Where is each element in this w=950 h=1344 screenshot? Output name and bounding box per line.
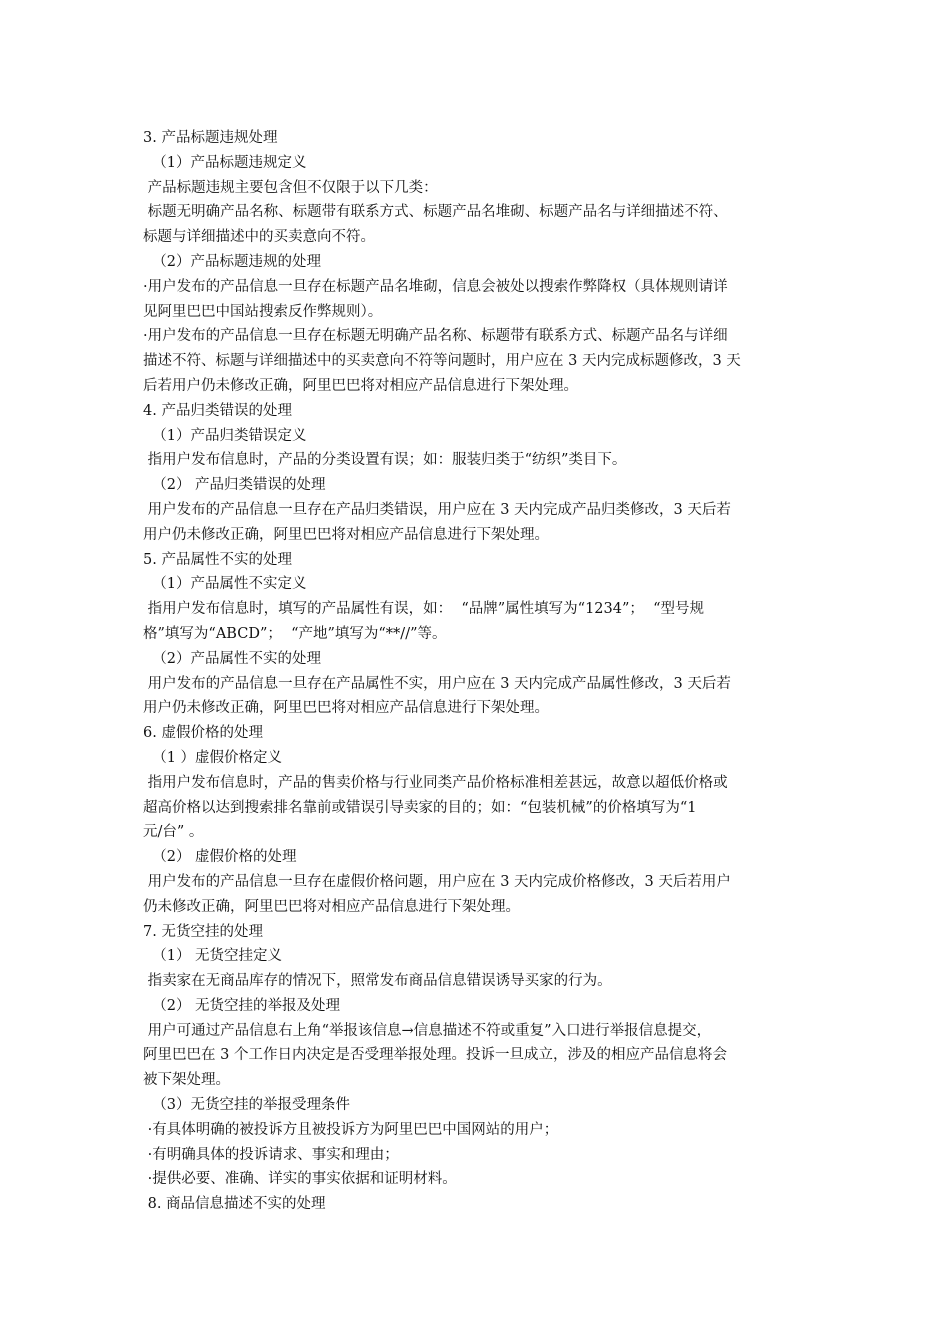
paragraph-line: ·提供必要、准确、详实的事实依据和证明材料。 bbox=[143, 1171, 457, 1188]
paragraph-line: 用户发布的产品信息一旦存在产品归类错误，用户应在 3 天内完成产品归类修改，3 天后若 bbox=[143, 501, 731, 518]
paragraph-line: ·用户发布的产品信息一旦存在标题产品名堆砌，信息会被处以搜索作弊降权（具体规则请详 bbox=[143, 278, 728, 295]
paragraph-line: 标题与详细描述中的买卖意向不符。 bbox=[143, 229, 375, 246]
subsection-heading: （2）产品标题违规的处理 bbox=[143, 253, 321, 270]
subsection-heading: （1）产品标题违规定义 bbox=[143, 154, 307, 171]
paragraph-line: 用户发布的产品信息一旦存在虚假价格问题，用户应在 3 天内完成价格修改，3 天后若用户 bbox=[143, 873, 731, 890]
paragraph-line: 产品标题违规主要包含但不仅限于以下几类： bbox=[143, 179, 438, 196]
paragraph-line: ·有明确具体的投诉请求、事实和理由； bbox=[143, 1146, 399, 1163]
paragraph-line: 见阿里巴巴中国站搜索反作弊规则）。 bbox=[143, 303, 383, 320]
paragraph-line: 仍未修改正确，阿里巴巴将对相应产品信息进行下架处理。 bbox=[143, 898, 520, 915]
paragraph-line: 格”填写为“ABCD”； “产地”填写为“**//”等。 bbox=[143, 625, 447, 642]
subsection-heading: （1）产品归类错误定义 bbox=[143, 427, 307, 444]
paragraph-line: 超高价格以达到搜索排名靠前或错误引导卖家的目的；如：“包装机械”的价格填写为“1 bbox=[143, 799, 697, 816]
section-heading: 4. 产品归类错误的处理 bbox=[143, 402, 292, 419]
paragraph-line: 指用户发布信息时，填写的产品属性有误，如： “品牌”属性填写为“1234”； “型号规 bbox=[143, 601, 705, 618]
paragraph-line: 后若用户仍未修改正确，阿里巴巴将对相应产品信息进行下架处理。 bbox=[143, 377, 578, 394]
paragraph-line: 标题无明确产品名称、标题带有联系方式、标题产品名堆砌、标题产品名与详细描述不符、 bbox=[143, 204, 728, 221]
paragraph-line: 用户仍未修改正确，阿里巴巴将对相应产品信息进行下架处理。 bbox=[143, 700, 549, 717]
paragraph-line: 指卖家在无商品库存的情况下，照常发布商品信息错误诱导买家的行为。 bbox=[143, 973, 612, 990]
paragraph-line: ·有具体明确的被投诉方且被投诉方为阿里巴巴中国网站的用户； bbox=[143, 1121, 559, 1138]
subsection-heading: （1） 无货空挂定义 bbox=[143, 948, 283, 965]
subsection-heading: （2）产品属性不实的处理 bbox=[143, 650, 321, 667]
section-heading: 3. 产品标题违规处理 bbox=[143, 130, 278, 146]
paragraph-line: 用户可通过产品信息右上角“举报该信息→信息描述不符或重复”入口进行举报信息提交， bbox=[143, 1022, 712, 1039]
paragraph-line: 阿里巴巴在 3 个工作日内决定是否受理举报处理。投诉一旦成立，涉及的相应产品信息将会 bbox=[143, 1047, 727, 1064]
subsection-heading: （3）无货空挂的举报受理条件 bbox=[143, 1097, 350, 1114]
subsection-heading: （2） 虚假价格的处理 bbox=[143, 849, 297, 866]
paragraph-line: 指用户发布信息时，产品的售卖价格与行业同类产品价格标准相差甚远，故意以超低价格或 bbox=[143, 774, 728, 791]
paragraph-line: 描述不符、标题与详细描述中的买卖意向不符等问题时，用户应在 3 天内完成标题修改，3 天 bbox=[143, 353, 741, 370]
paragraph-line: 指用户发布信息时，产品的分类设置有误；如：服装归类于“纺织”类目下。 bbox=[143, 452, 627, 469]
subsection-heading: （1）产品属性不实定义 bbox=[143, 576, 307, 593]
paragraph-line: ·用户发布的产品信息一旦存在标题无明确产品名称、标题带有联系方式、标题产品名与详细 bbox=[143, 328, 728, 345]
section-heading: 8. 商品信息描述不实的处理 bbox=[143, 1196, 326, 1213]
document-body bbox=[143, 126, 815, 1217]
paragraph-line: 元/台” 。 bbox=[143, 824, 204, 841]
subsection-heading: （2） 无货空挂的举报及处理 bbox=[143, 997, 341, 1014]
subsection-heading: （1 ）虚假价格定义 bbox=[143, 749, 283, 766]
subsection-heading: （2） 产品归类错误的处理 bbox=[143, 477, 326, 494]
section-heading: 5. 产品属性不实的处理 bbox=[143, 551, 292, 568]
paragraph-line: 被下架处理。 bbox=[143, 1072, 230, 1089]
paragraph-line: 用户发布的产品信息一旦存在产品属性不实，用户应在 3 天内完成产品属性修改，3 天后若 bbox=[143, 675, 731, 692]
section-heading: 7. 无货空挂的处理 bbox=[143, 923, 263, 940]
paragraph-line: 用户仍未修改正确，阿里巴巴将对相应产品信息进行下架处理。 bbox=[143, 526, 549, 543]
section-heading: 6. 虚假价格的处理 bbox=[143, 725, 263, 742]
